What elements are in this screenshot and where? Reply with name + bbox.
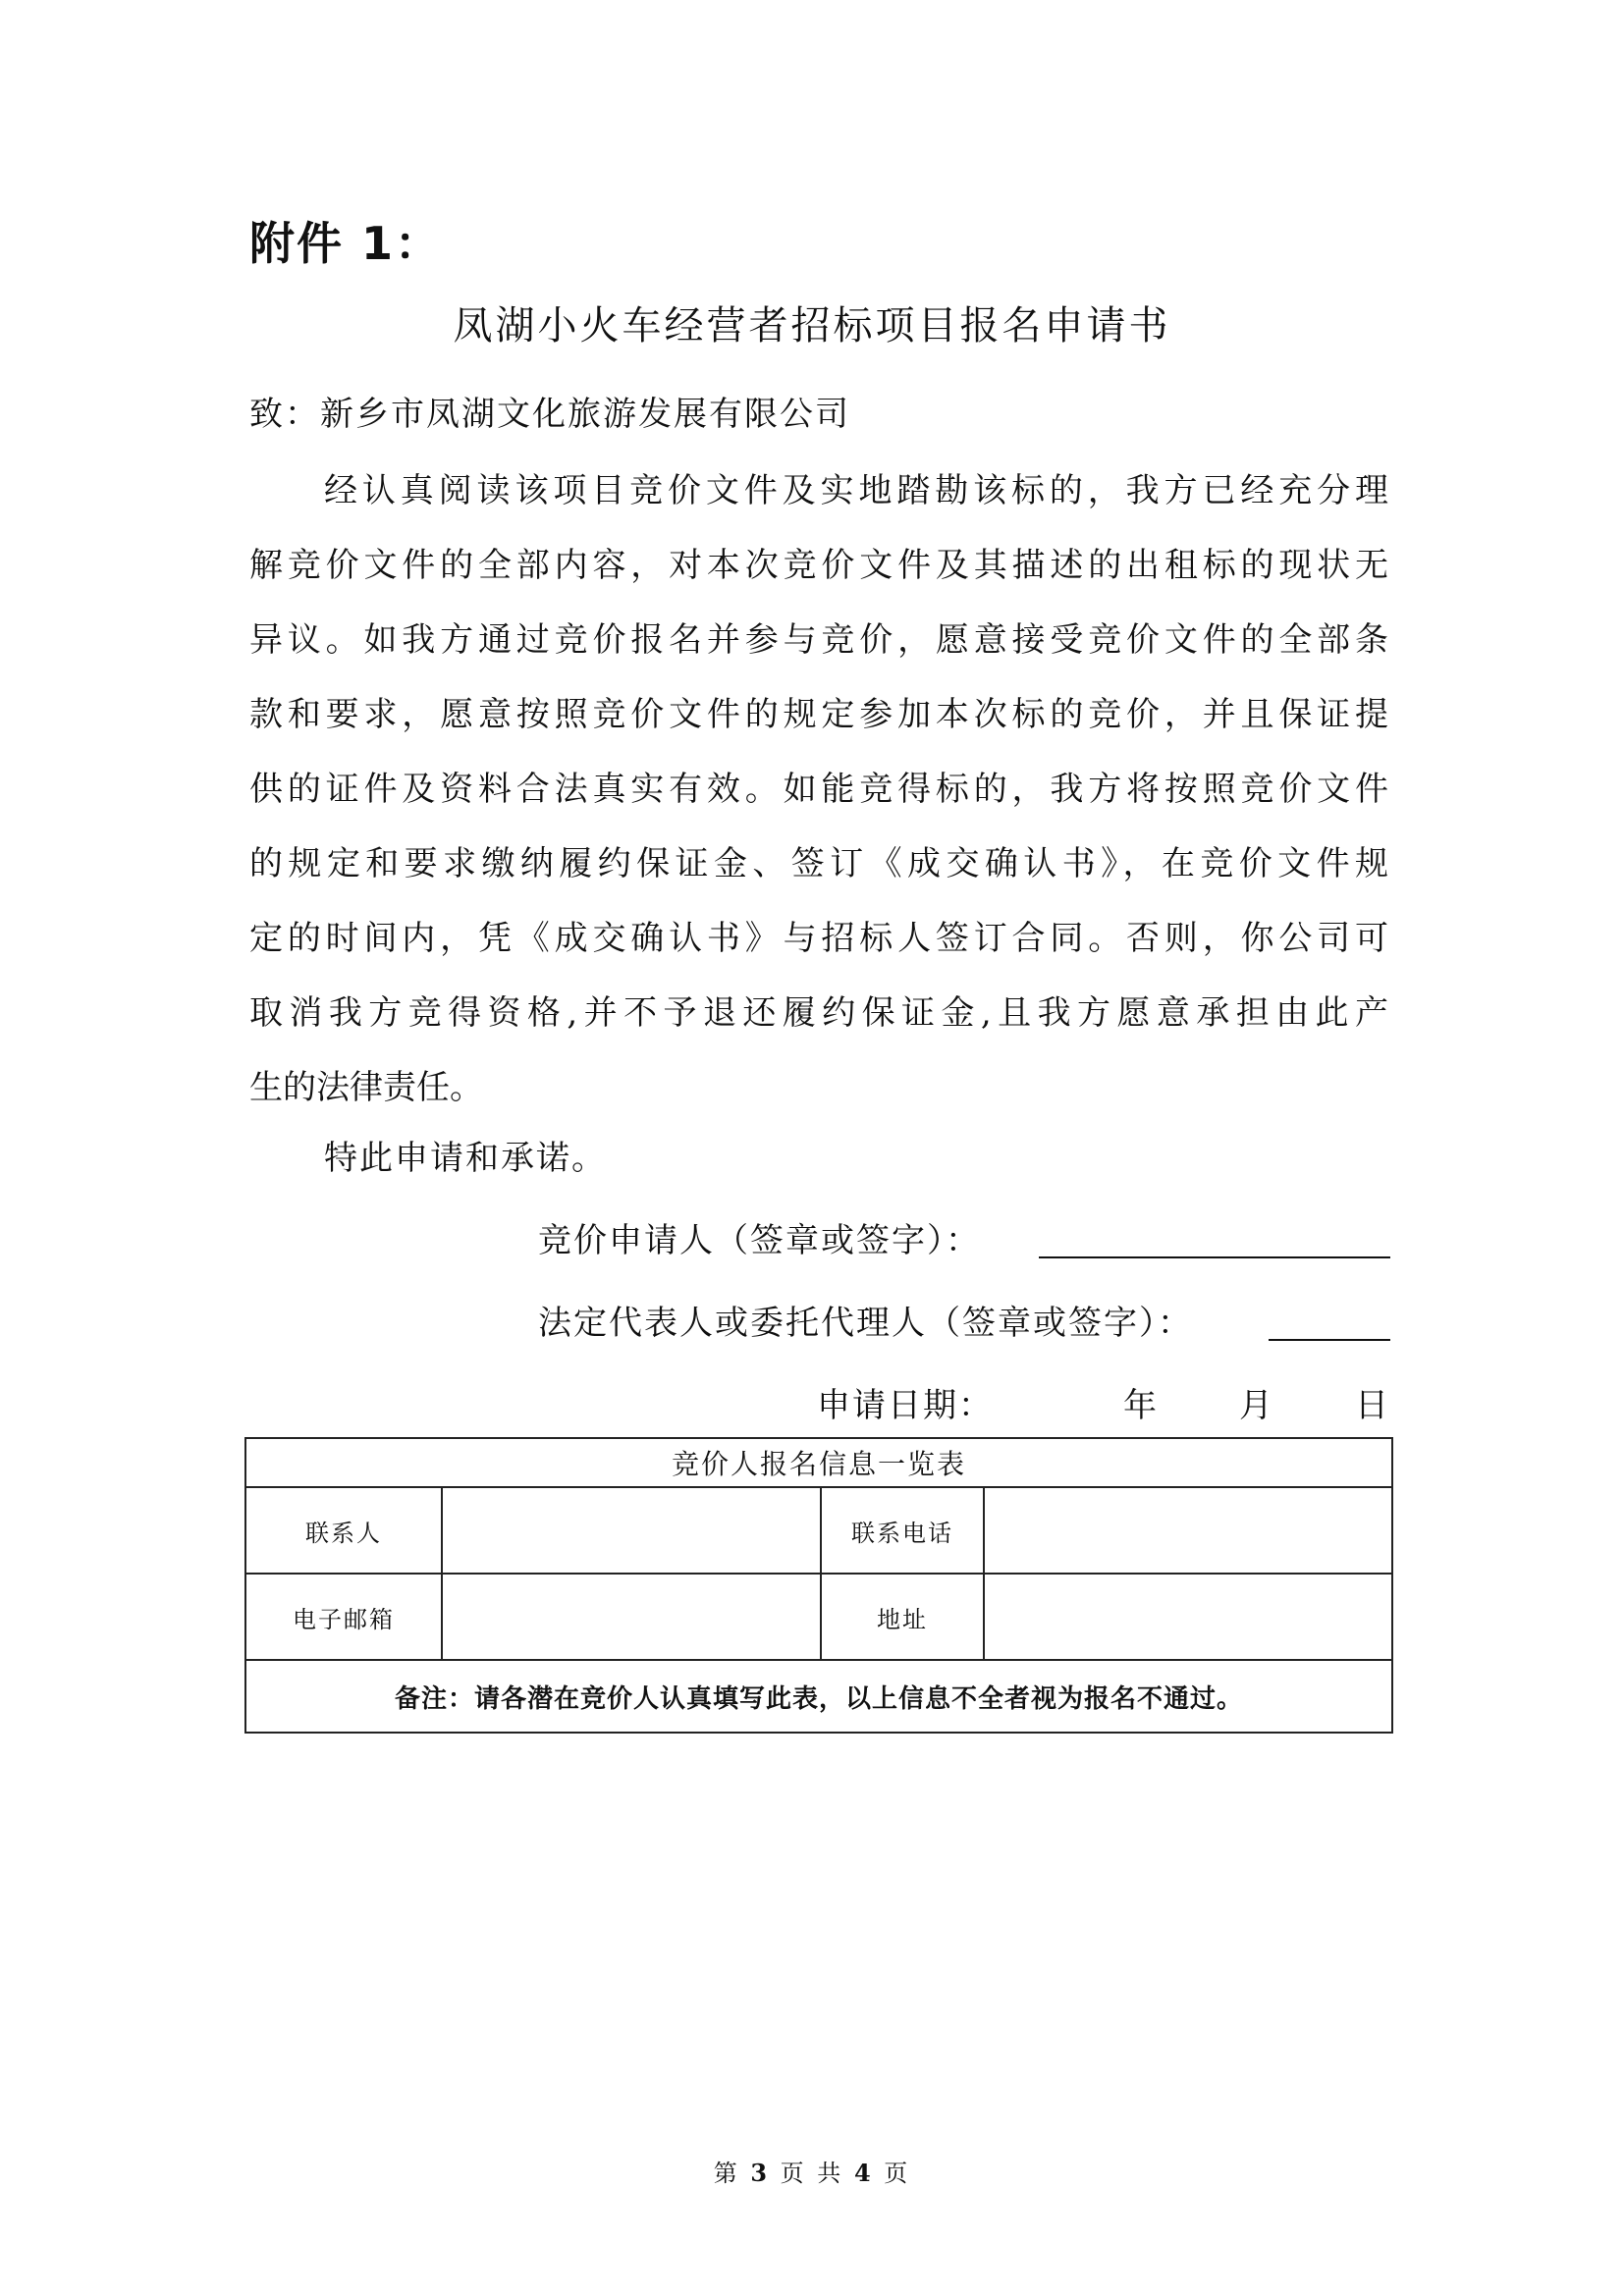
footer-middle: 页 共 [780,2160,844,2187]
body-line: 取消我方竞得资格,并不予退还履约保证金,且我方愿意承担由此产 [249,993,1388,1033]
bidder-info-table [244,1437,1393,1734]
application-date-label: 申请日期： [817,1386,994,1425]
contact-phone-field[interactable] [984,1487,1392,1574]
table-row [245,1574,1392,1660]
representative-signature-label: 法定代表人或委托代理人（签章或签字）： [538,1304,1193,1343]
body-line: 解竞价文件的全部内容，对本次竞价文件及其描述的出租标的现状无 [249,546,1388,585]
addressee: 致：新乡市凤湖文化旅游发展有限公司 [249,395,850,434]
body-text [249,463,1388,1135]
representative-signature-line[interactable] [1269,1339,1390,1341]
date-day-unit: 日 [1355,1386,1388,1425]
document-title: 凤湖小火车经营者招标项目报名申请书 [453,303,1171,348]
email-field[interactable] [442,1574,821,1660]
footer-current-page: 3 [750,2159,771,2187]
table-title: 竞价人报名信息一览表 [245,1438,1392,1487]
body-line: 异议。如我方通过竞价报名并参与竞价，愿意接受竞价文件的全部条 [249,620,1388,660]
address-label: 地址 [821,1574,984,1660]
body-line: 经认真阅读该项目竞价文件及实地踏勘该标的，我方已经充分理 [324,471,1388,510]
body-line: 定的时间内，凭《成交确认书》与招标人签订合同。否则，你公司可 [249,919,1388,958]
footer-prefix: 第 [713,2160,740,2187]
attachment-label: 附件 1： [249,217,443,270]
contact-phone-label: 联系电话 [821,1487,984,1574]
date-year-unit: 年 [1123,1386,1157,1425]
applicant-signature-line[interactable] [1039,1256,1390,1258]
email-label: 电子邮箱 [245,1574,442,1660]
table-note: 备注：请各潜在竞价人认真填写此表，以上信息不全者视为报名不通过。 [245,1660,1392,1733]
closing-statement: 特此申请和承诺。 [324,1139,607,1178]
contact-person-field[interactable] [442,1487,821,1574]
date-month-unit: 月 [1239,1386,1272,1425]
body-line: 供的证件及资料合法真实有效。如能竞得标的，我方将按照竞价文件 [249,770,1388,809]
footer-suffix: 页 [884,2160,911,2187]
applicant-signature-label: 竞价申请人（签章或签字）： [538,1221,981,1260]
footer-total-pages: 4 [853,2159,874,2187]
body-line: 款和要求，愿意按照竞价文件的规定参加本次标的竞价，并且保证提 [249,695,1388,734]
table-row [245,1487,1392,1574]
body-line: 的规定和要求缴纳履约保证金、签订《成交确认书》，在竞价文件规 [249,844,1388,883]
body-line: 生的法律责任。 [249,1068,483,1107]
contact-person-label: 联系人 [245,1487,442,1574]
address-field[interactable] [984,1574,1392,1660]
page-footer [0,2158,1624,2189]
